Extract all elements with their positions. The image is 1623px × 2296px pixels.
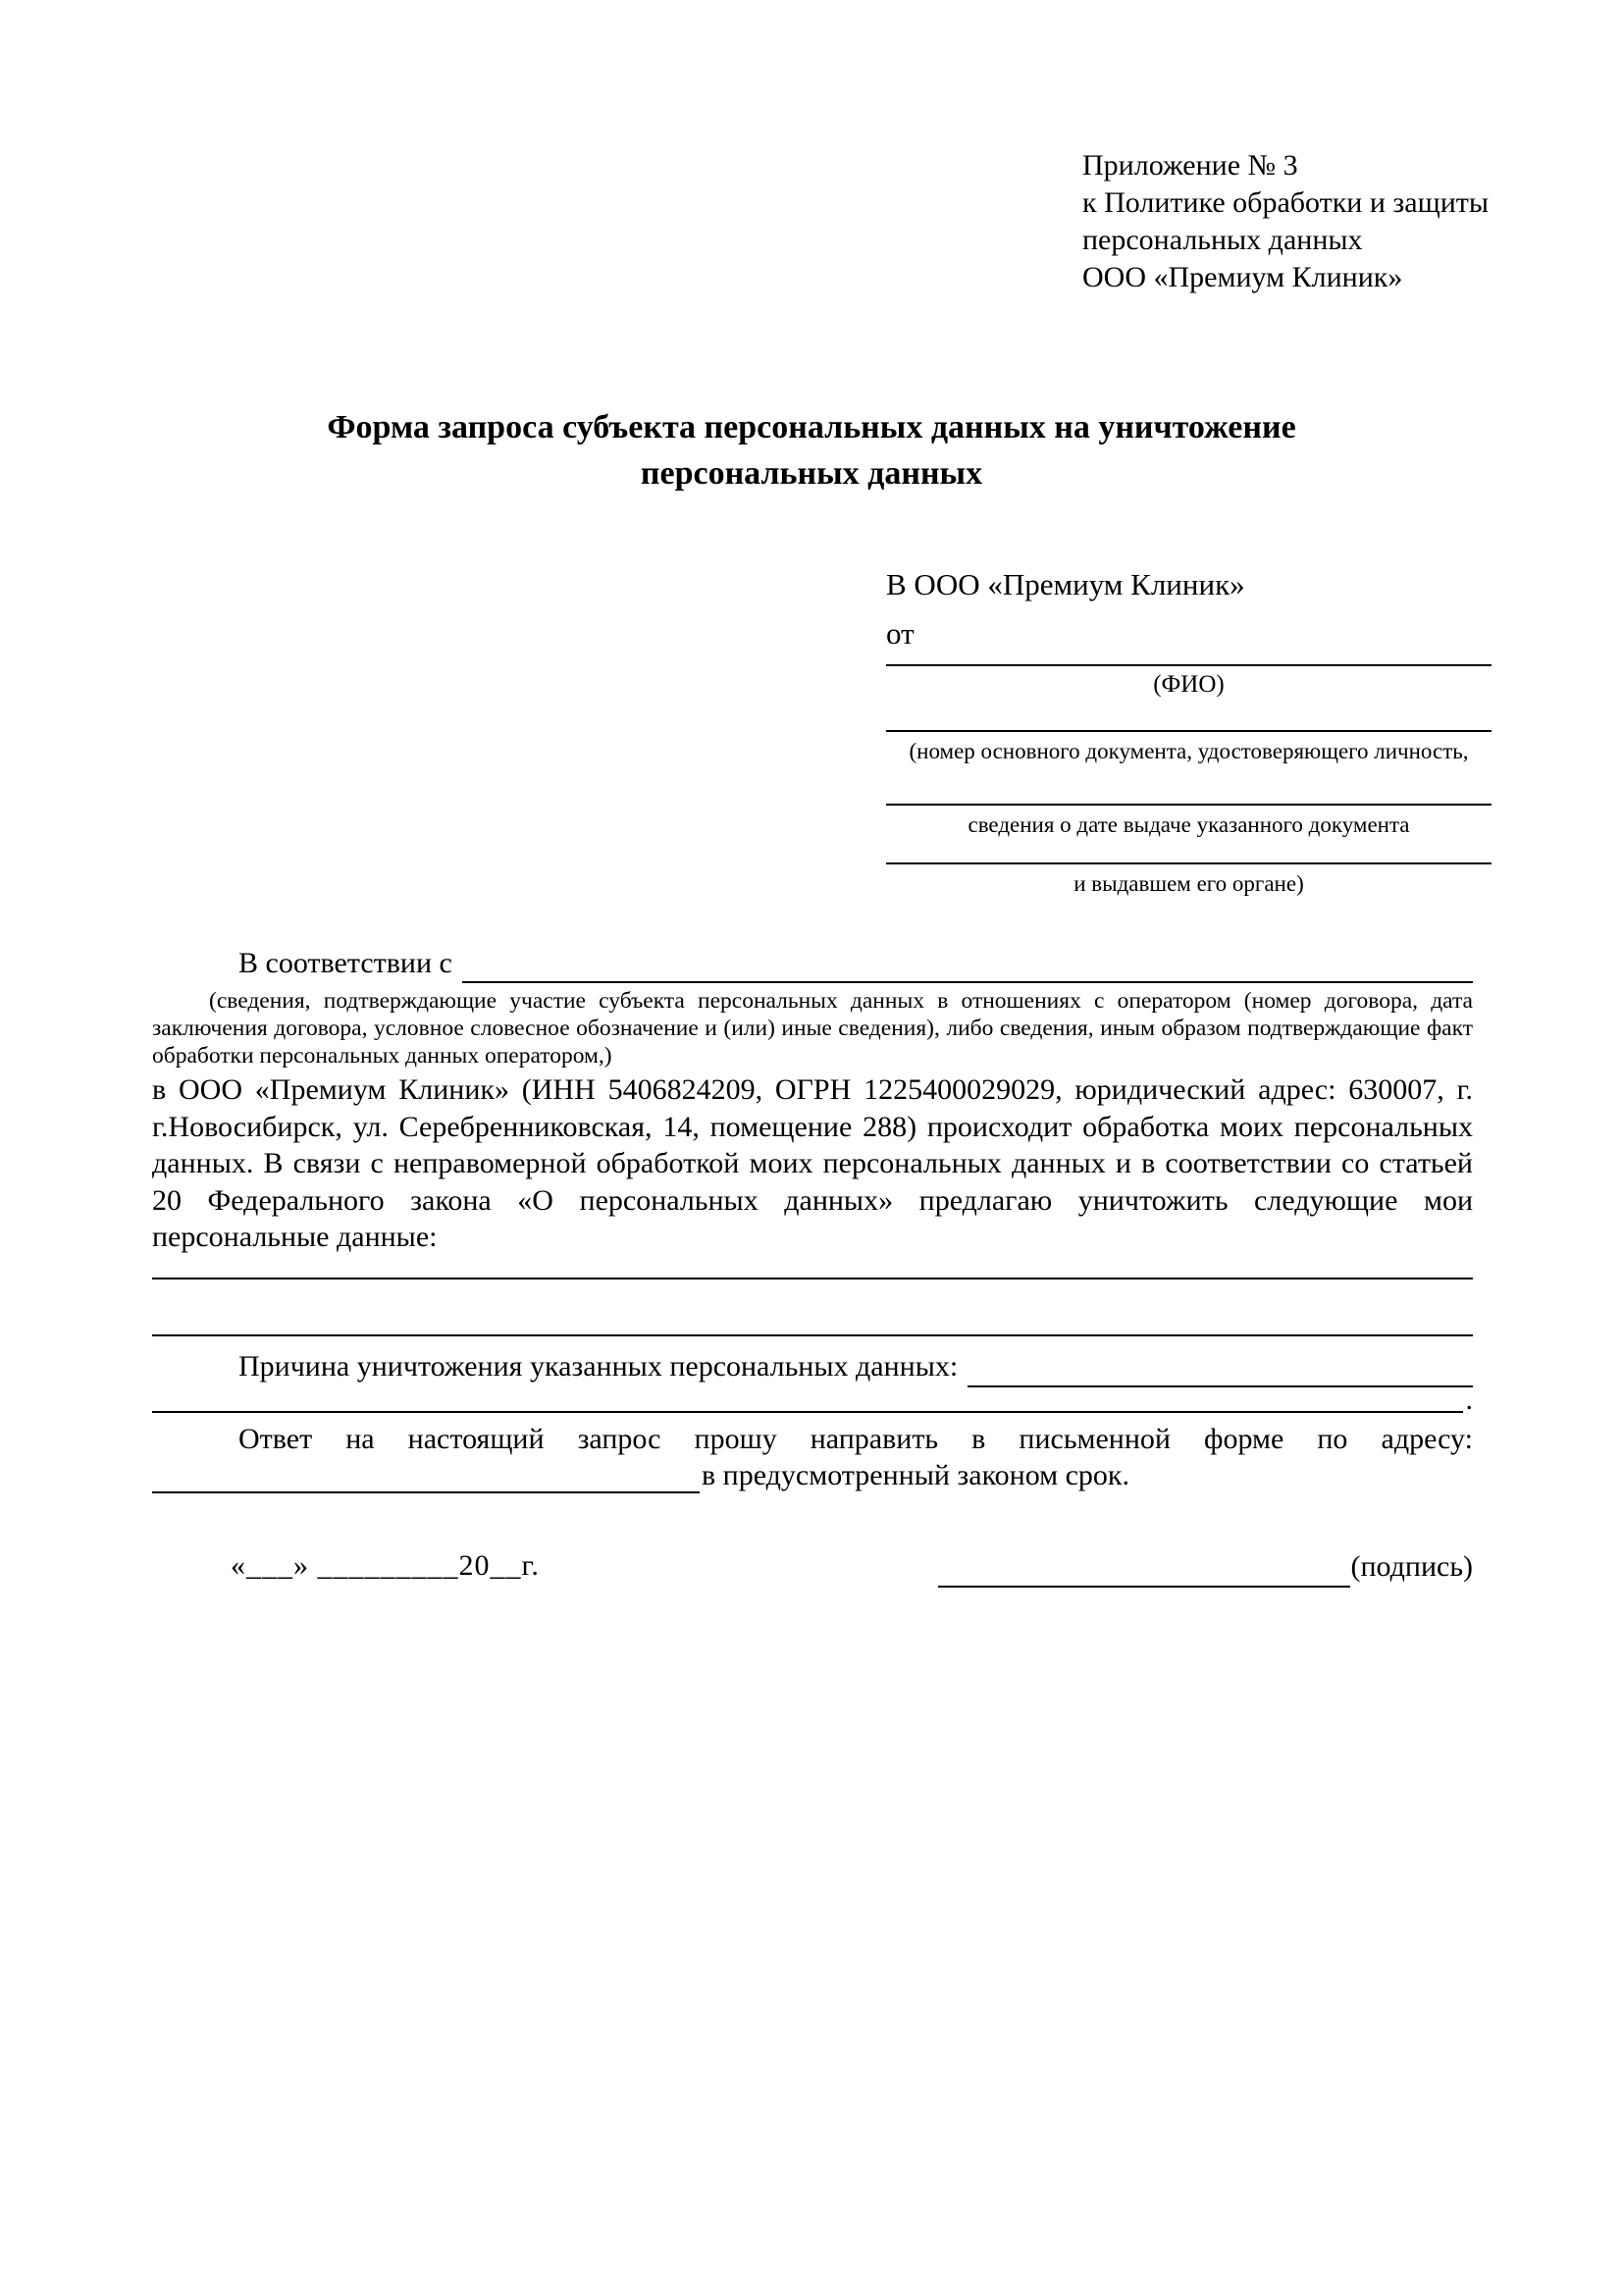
reason-continuation-row: [152, 1383, 1473, 1416]
signature-caption: (подпись): [1350, 1549, 1473, 1583]
reason-label: Причина уничтожения указанных персональных данных:: [238, 1349, 959, 1383]
issue-date-caption: сведения о дате выдаче указанного документа: [968, 812, 1410, 837]
reason-row: [152, 1346, 1473, 1387]
personal-data-field-line-2[interactable]: [152, 1313, 1473, 1336]
appendix-line: Приложение № 3: [1082, 149, 1298, 182]
document-title: [0, 404, 1623, 496]
personal-data-field-line-1[interactable]: [152, 1256, 1473, 1279]
accordance-footnote: (сведения, подтверждающие участие субъекта персональных данных в отношениях с оператором (номер договора, дата заключения договора, условное словесное обозначение и (или) иные сведения), либо сведения, иным образом подтверждающие факт обработки персональных данных оператором,): [152, 988, 1473, 1069]
appendix-note: [1082, 147, 1489, 296]
addressee-from-label: от: [886, 616, 915, 651]
document-number-field-line[interactable]: [886, 730, 1492, 732]
sentence-period: .: [1465, 1383, 1473, 1416]
accordance-field-line[interactable]: [462, 948, 1473, 983]
appendix-line: ООО «Премиум Клиник»: [1082, 261, 1403, 293]
appendix-line: к Политике обработки и защиты: [1082, 186, 1490, 219]
main-paragraph: в ООО «Премиум Клиник» (ИНН 5406824209, ОГРН 1225400029029, юридический адрес: 630007, г. г.Новосибирск, ул. Серебренниковская, 14, помещение 288) происходит обработка моих персональных данных. В связи с неправомерной обработкой моих персональных данных и в соответствии со статьей 20 Федерального закона «О персональных данных» предлагаю уничтожить следующие мои персональные данные:: [152, 1073, 1473, 1253]
date-signature-row: [152, 1544, 1473, 1588]
fio-field-line[interactable]: [886, 664, 1492, 666]
document-number-caption: (номер основного документа, удостоверяющего личность,: [909, 739, 1469, 763]
document-title-line: Форма запроса субъекта персональных данных на уничтожение: [327, 409, 1296, 445]
document-title-line: персональных данных: [640, 455, 983, 492]
response-request-text: Ответ на настоящий запрос прошу направить в письменной форме по адресу:: [238, 1422, 1473, 1455]
accordance-row: [152, 944, 1473, 983]
issuing-authority-caption: и выдавшем его органе): [1073, 871, 1304, 896]
reason-field-line-2[interactable]: [152, 1389, 1463, 1413]
appendix-line: персональных данных: [1082, 224, 1363, 256]
signature-field-line[interactable]: [938, 1548, 1350, 1588]
signature-group: [938, 1546, 1473, 1588]
response-address-row: [152, 1458, 1473, 1493]
accordance-label: В соответствии с: [238, 947, 452, 979]
issuing-authority-field-line[interactable]: [886, 862, 1492, 864]
fio-caption: (ФИО): [1153, 671, 1225, 698]
addressee-organization: В ООО «Премиум Клиник»: [886, 567, 1245, 601]
document-body: [152, 944, 1473, 1588]
date-field[interactable]: «___» _________20__г.: [231, 1548, 540, 1582]
reason-field-line[interactable]: [968, 1352, 1473, 1387]
response-address-field-line[interactable]: [152, 1460, 700, 1493]
issue-date-field-line[interactable]: [886, 804, 1492, 806]
response-tail-text: в предусмотренный законом срок.: [702, 1458, 1129, 1491]
